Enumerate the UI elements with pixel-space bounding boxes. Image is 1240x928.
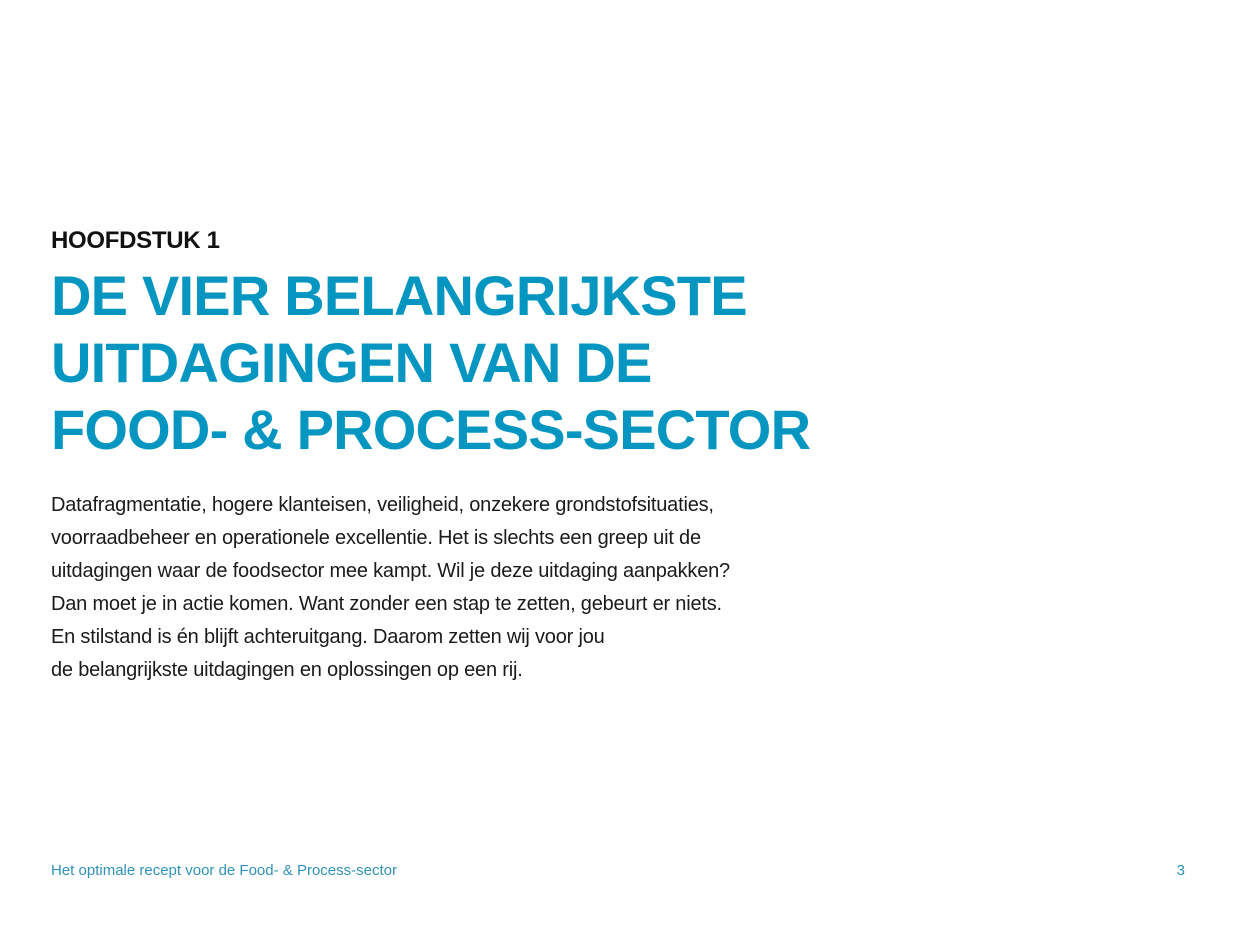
intro-line: de belangrijkste uitdagingen en oplossingen op een rij. — [51, 659, 523, 681]
chapter-title-line: UITDAGINGEN VAN DE — [51, 331, 652, 394]
footer-document-title: Het optimale recept voor de Food- & Process-sector — [51, 862, 397, 879]
page-number: 3 — [1176, 862, 1185, 879]
intro-line: voorraadbeheer en operationele excellentie. Het is slechts een greep uit de — [51, 527, 701, 549]
intro-line: En stilstand is én blijft achteruitgang. Daarom zetten wij voor jou — [51, 626, 605, 648]
intro-line: Datafragmentatie, hogere klanteisen, veiligheid, onzekere grondstofsituaties, — [51, 494, 714, 516]
intro-line: uitdagingen waar de foodsector mee kampt. Wil je deze uitdaging aanpakken? — [51, 560, 730, 582]
chapter-label: HOOFDSTUK 1 — [51, 227, 220, 254]
intro-paragraph — [51, 489, 831, 687]
chapter-title-line: DE VIER BELANGRIJKSTE — [51, 264, 747, 327]
intro-line: Dan moet je in actie komen. Want zonder een stap te zetten, gebeurt er niets. — [51, 593, 722, 615]
chapter-title-line: FOOD- & PROCESS-SECTOR — [51, 398, 811, 461]
chapter-title — [51, 262, 871, 463]
